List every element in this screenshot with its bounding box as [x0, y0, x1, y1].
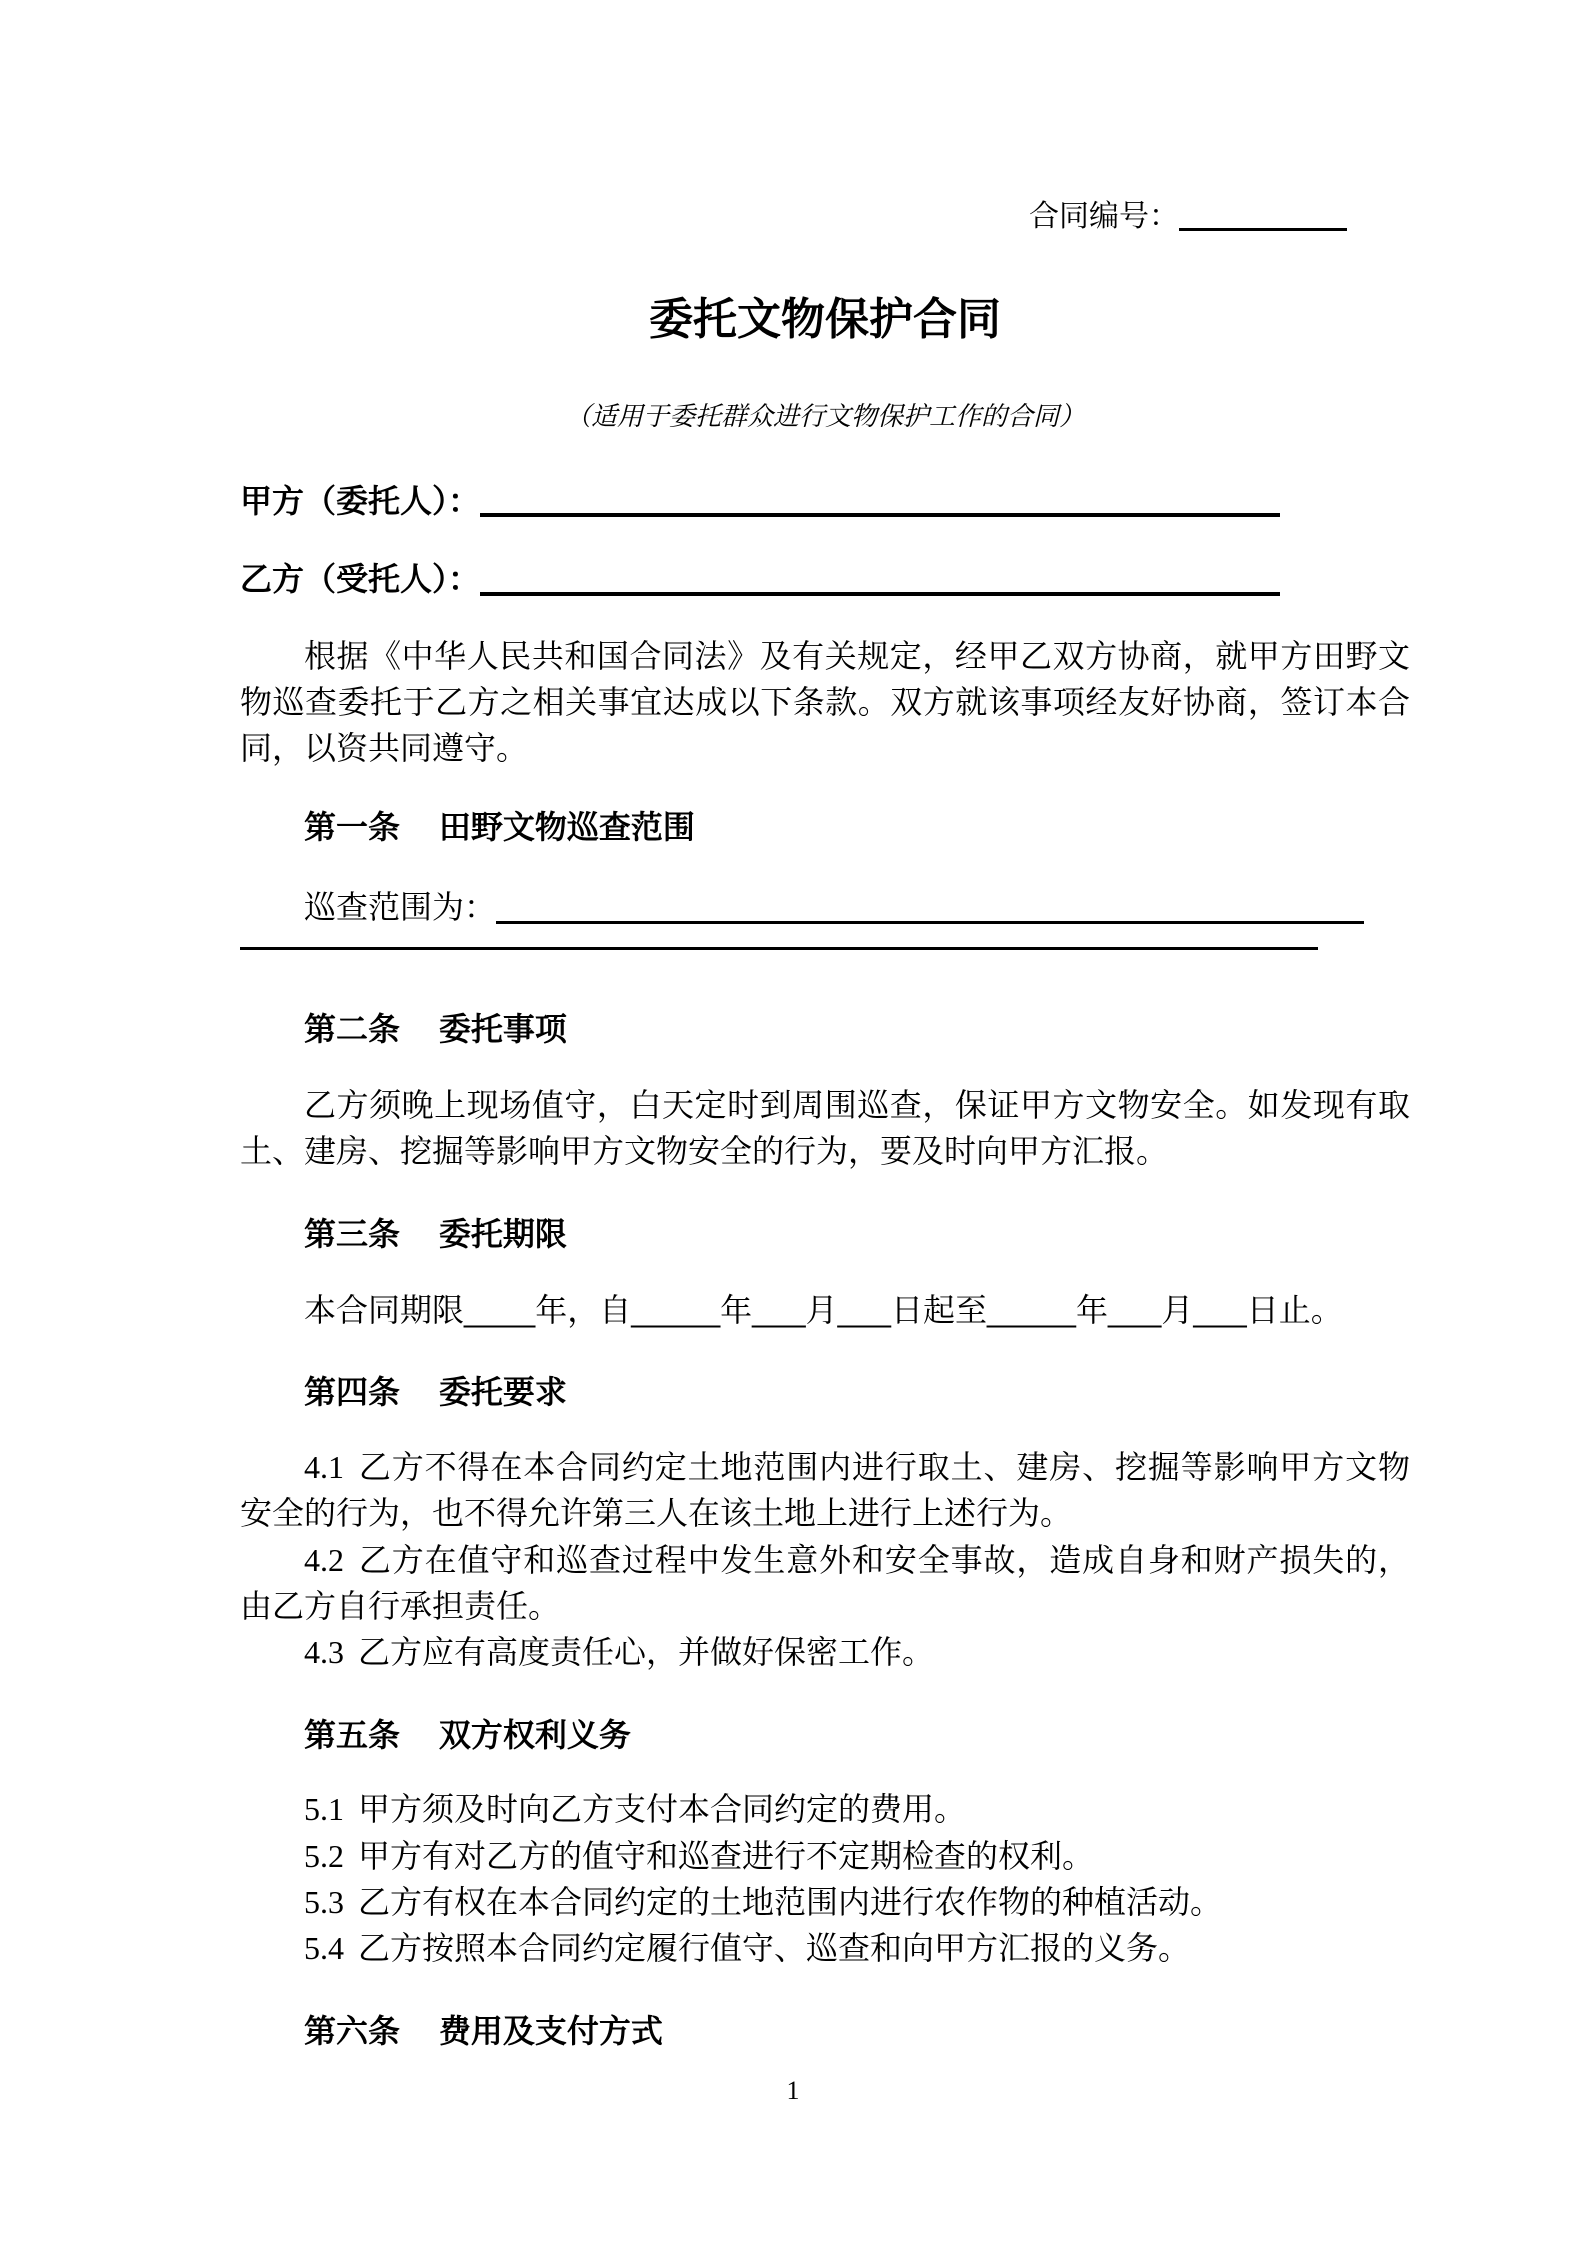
contract-number-row [240, 196, 1347, 238]
article-6-title: 费用及支付方式 [438, 2012, 663, 2049]
preamble-paragraph: 根据《中华人民共和国合同法》及有关规定，经甲乙双方协商，就甲方田野文物巡查委托于乙方之相关事宜达成以下条款。双方就该事项经友好协商，签订本合同，以资共同遵守。 [240, 637, 1410, 767]
patrol-scope-row [304, 884, 1410, 930]
patrol-scope-label: 巡查范围为： [304, 889, 497, 926]
article-3-title: 委托期限 [438, 1215, 567, 1252]
article-4-item-2-number: 4.2 [304, 1541, 344, 1578]
article-6-number: 第六条 [304, 2012, 401, 2049]
party-a-row [240, 478, 1410, 524]
article-3-number: 第三条 [304, 1215, 401, 1252]
article-5-item-4-number: 5.4 [304, 1930, 344, 1967]
article-3-body: 本合同期限____年，自_____年___月___日起至_____年___月___日止。 [304, 1292, 1343, 1329]
article-1-title: 田野文物巡查范围 [438, 808, 695, 845]
article-5-item-3 [240, 1879, 1410, 1925]
article-5-item-1-number: 5.1 [304, 1791, 344, 1828]
article-4-item-2-text: 乙方在值守和巡查过程中发生意外和安全事故，造成自身和财产损失的，由乙方自行承担责任。 [240, 1541, 1410, 1625]
article-5-item-4 [240, 1925, 1410, 1971]
article-2-body: 乙方须晚上现场值守，白天定时到周围巡查，保证甲方文物安全。如发现有取土、建房、挖掘等影响甲方文物安全的行为，要及时向甲方汇报。 [240, 1086, 1410, 1170]
page-number: 1 [786, 2076, 800, 2105]
article-4-heading [304, 1369, 1410, 1415]
article-5-items [240, 1786, 1410, 1972]
patrol-scope-blank-line1[interactable] [496, 921, 1364, 924]
article-2-title: 委托事项 [438, 1010, 567, 1047]
article-4-title: 委托要求 [438, 1374, 567, 1411]
party-a-label: 甲方（委托人）： [240, 482, 481, 519]
party-b-blank[interactable] [480, 592, 1280, 596]
article-6-heading [304, 2008, 1410, 2054]
article-5-item-2-number: 5.2 [304, 1837, 344, 1874]
article-4-item-3-number: 4.3 [304, 1634, 344, 1671]
patrol-scope-blank-line2[interactable] [240, 947, 1318, 950]
article-1-number: 第一条 [304, 808, 401, 845]
article-5-heading [304, 1712, 1410, 1758]
article-2-number: 第二条 [304, 1010, 401, 1047]
party-b-label: 乙方（受托人）： [240, 561, 481, 598]
article-5-title: 双方权利义务 [438, 1716, 631, 1753]
article-2-heading [304, 1006, 1410, 1052]
party-b-row [240, 556, 1410, 602]
contract-number-label: 合同编号： [1029, 200, 1179, 233]
article-3-heading [304, 1211, 1410, 1257]
document-title: 委托文物保护合同 [649, 295, 1001, 344]
article-5-number: 第五条 [304, 1716, 401, 1753]
article-4-items [240, 1444, 1410, 1676]
article-5-item-2 [240, 1833, 1410, 1879]
article-4-number: 第四条 [304, 1374, 401, 1411]
article-4-item-3 [240, 1629, 1410, 1675]
article-1-heading [304, 804, 1410, 850]
article-4-item-1 [240, 1444, 1410, 1537]
article-5-item-2-text: 甲方有对乙方的值守和巡查进行不定期检查的权利。 [358, 1837, 1095, 1874]
document-subtitle: （适用于委托群众进行文物保护工作的合同） [564, 402, 1085, 432]
article-4-item-1-text: 乙方不得在本合同约定土地范围内进行取土、建房、挖掘等影响甲方文物安全的行为，也不得允许第三人在该土地上进行上述行为。 [240, 1448, 1410, 1532]
article-4-item-3-text: 乙方应有高度责任心，并做好保密工作。 [358, 1634, 935, 1671]
article-4-item-2 [240, 1537, 1410, 1630]
contract-content [240, 0, 1410, 2054]
party-a-blank[interactable] [480, 513, 1280, 517]
contract-number-blank[interactable] [1179, 228, 1347, 231]
article-4-item-1-number: 4.1 [304, 1448, 344, 1485]
article-5-item-4-text: 乙方按照本合同约定履行值守、巡查和向甲方汇报的义务。 [358, 1930, 1191, 1967]
article-5-item-1-text: 甲方须及时向乙方支付本合同约定的费用。 [358, 1791, 967, 1828]
article-5-item-1 [240, 1786, 1410, 1832]
article-5-item-3-text: 乙方有权在本合同约定的土地范围内进行农作物的种植活动。 [358, 1883, 1223, 1920]
article-5-item-3-number: 5.3 [304, 1883, 344, 1920]
